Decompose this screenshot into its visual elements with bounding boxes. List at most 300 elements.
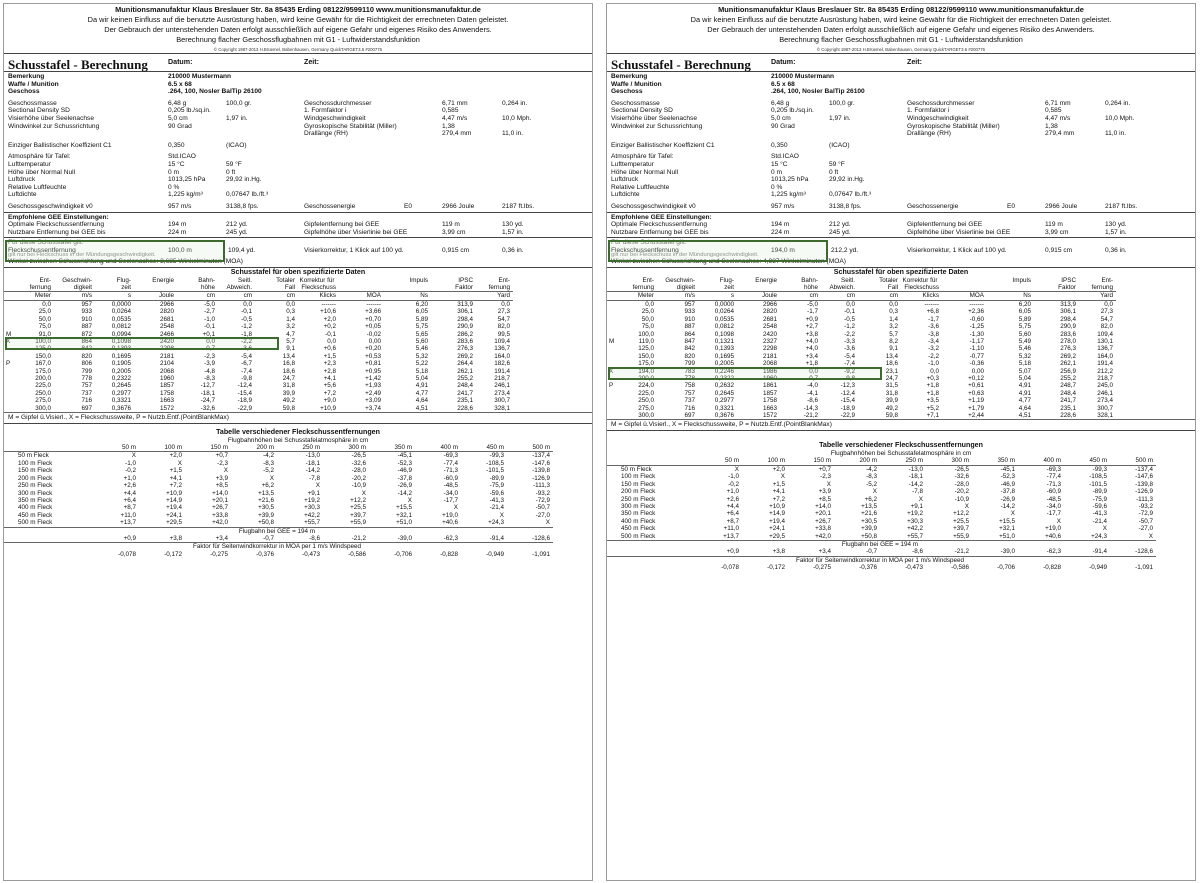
param-cell: 0,264 in. [1105, 99, 1131, 107]
table-cell: 0,0 [42, 300, 51, 308]
table-cell: -4,2 [866, 465, 877, 473]
param-row [4, 115, 592, 123]
table-cell: -21,2 [803, 411, 818, 419]
table-cell: 228,6 [1060, 411, 1076, 419]
table-cell: -60,9 [1046, 488, 1061, 496]
table-cell: 75,0 [38, 323, 51, 331]
param-cell: 1. Formfaktor i [907, 107, 950, 115]
table-cell: 0,3321 [111, 397, 131, 405]
zero-table-title: Tabelle verschiedener Fleckschussentfernungen [216, 427, 380, 436]
table-cell: +42,0 [212, 519, 228, 527]
table-cell: 6,20 [1018, 300, 1031, 308]
table-cell: +29,5 [166, 519, 182, 527]
table-cell: +3,8 [805, 330, 818, 338]
table-cell: -75,9 [489, 482, 504, 490]
table-cell: -0,275 [813, 564, 831, 572]
ident-label: Bemerkung [611, 73, 648, 80]
table-cell: 716 [81, 397, 92, 405]
table-cell: 2104 [159, 360, 174, 368]
disclaimer-line: Der Gebrauch der untenstehenden Daten erfolgt ausschließlich auf eigene Gefahr und eigenes Risiko des Anwenders. [104, 25, 492, 34]
atmosphere-cell: 1,225 kg/m³ [771, 191, 806, 199]
table-legend: M = Gipfel ü.Visierl., X = Fleckschussweite, P = Nutzb.Entf.(PointBlankMax) [611, 421, 832, 429]
table-cell: 290,9 [1060, 323, 1076, 331]
table-row [607, 300, 1116, 308]
table-cell: 2548 [762, 323, 777, 331]
table-cell: +26,7 [212, 504, 228, 512]
table-cell: -0,473 [905, 564, 923, 572]
unit-cell: cm [218, 292, 255, 300]
table-cell: 864 [81, 337, 92, 345]
table-cell: +6,8 [926, 308, 939, 316]
table-cell: -89,9 [1092, 488, 1107, 496]
header-cell: Energie [152, 277, 174, 285]
header-cell: Faktor [455, 284, 473, 292]
table-cell: 276,3 [457, 345, 473, 353]
table-cell: -18,9 [840, 404, 855, 412]
table-cell [607, 308, 620, 315]
table-cell: -13,0 [305, 452, 320, 460]
param-cell: Geschossdurchmesser [304, 99, 372, 107]
table-cell: 872 [81, 330, 92, 338]
table-cell: +2,49 [365, 389, 381, 397]
table-cell: 5,75 [1018, 323, 1031, 331]
atmosphere-row [607, 169, 1195, 177]
unit-cell [4, 292, 17, 300]
table-cell: 887 [684, 323, 695, 331]
table-cell: 957 [684, 300, 695, 308]
unit-cell: cm [821, 292, 858, 300]
atmosphere-cell: Atmosphäre für Tafel: [8, 153, 71, 161]
table-cell: -69,3 [1046, 465, 1061, 473]
table-cell: +6,2 [864, 495, 877, 503]
table-cell: 500 m Fleck [18, 519, 53, 527]
unit-cell: cm [177, 292, 218, 300]
ident-value: 6.5 x 68 [771, 80, 795, 88]
table-cell: -1,2 [241, 323, 252, 331]
unit-cell [431, 292, 476, 300]
ident-label: Geschoss [611, 88, 643, 96]
table-cell: 1986 [762, 367, 777, 375]
table-cell: 0,00 [368, 337, 381, 345]
v0-row [607, 203, 1195, 211]
table-cell: +0,95 [365, 367, 381, 375]
table-cell: -1,7 [928, 315, 939, 323]
table-cell: M [6, 330, 12, 338]
table-cell: 806 [81, 360, 92, 368]
param-row [607, 123, 1195, 131]
bc-cell: (ICAO) [829, 141, 850, 149]
table-cell: 6,20 [415, 300, 428, 308]
ident-row [607, 88, 1195, 96]
param-cell: 11,0 in. [502, 130, 524, 138]
v0-cell: 957 m/s [168, 202, 192, 210]
table-cell: -9,8 [844, 374, 855, 382]
table-cell: 246,1 [494, 382, 510, 390]
table-cell: +3,5 [926, 397, 939, 405]
v0-cell: 2187 ft.lbs. [1105, 202, 1138, 210]
table-cell: 0,0812 [111, 323, 131, 331]
table-cell: -111,3 [533, 482, 550, 490]
table-cell: +0,7 [818, 465, 831, 473]
zero-distance-table [4, 444, 553, 558]
ident-label: Waffe / Munition [611, 80, 662, 88]
table-cell: 225,0 [638, 389, 654, 397]
table-cell: 350 m Fleck [18, 496, 53, 504]
parameter-section [607, 71, 1195, 212]
param-cell: Windwinkel zur Schussrichtung [8, 122, 100, 130]
zero-cell: 0,36 in. [502, 246, 524, 254]
disclaimer-line: Da wir keinen Einfluss auf die benutzte Ausrüstung haben, wird keine Gewähr für die Richtigkeit der errechneten Daten geleistet. [87, 15, 509, 24]
table-cell: -3,4 [928, 337, 939, 345]
bc-cell: 0,350 [168, 141, 185, 149]
table-cell: +2,44 [968, 411, 984, 419]
table-row [4, 551, 553, 558]
table-cell: -12,4 [237, 382, 252, 390]
table-cell: -2,3 [820, 473, 831, 481]
table-cell: 820 [684, 352, 695, 360]
table-cell: 2966 [762, 300, 777, 308]
table-cell: -15,4 [237, 389, 252, 397]
table-cell: 0,1098 [111, 337, 131, 345]
table-cell: 5,7 [889, 330, 898, 338]
table-cell: 5,32 [1018, 352, 1031, 360]
param-cell: Geschossdurchmesser [907, 99, 975, 107]
table-row [4, 519, 553, 527]
table-cell: -6,7 [241, 360, 252, 368]
table-cell: 200,0 [35, 374, 51, 382]
zero-cell: 0,36 in. [1105, 246, 1127, 254]
table-cell: 306,1 [1060, 308, 1076, 316]
header-cell [942, 284, 987, 292]
table-cell: -1,7 [807, 308, 818, 316]
table-cell: -0,7 [866, 548, 877, 556]
table-cell: -28,0 [351, 467, 366, 475]
table-cell: -21,2 [954, 548, 969, 556]
time-label: Zeit: [304, 58, 319, 66]
table-cell: 2181 [159, 352, 174, 360]
table-cell: X [964, 502, 969, 510]
table-cell: 175,0 [35, 367, 51, 375]
table-cell: -1,0 [728, 473, 739, 481]
param-row [607, 130, 1195, 138]
table-cell: -52,3 [1000, 473, 1015, 481]
header-cell: 350 m [369, 444, 415, 452]
table-cell: -0,1 [204, 323, 215, 331]
header-cell: Geschwin- [665, 277, 695, 285]
table-cell: -26,9 [1000, 495, 1015, 503]
param-cell: 0,585 [442, 107, 459, 115]
table-cell: 175,0 [638, 360, 654, 368]
table-cell: -3,2 [928, 345, 939, 353]
atmosphere-cell: 59 °F [829, 160, 845, 168]
header-cell: 300 m [323, 444, 369, 452]
table-cell: -0,02 [366, 330, 381, 338]
table-cell: -20,2 [351, 474, 366, 482]
param-cell: 6,71 mm [442, 99, 468, 107]
atmosphere-cell: Höhe über Normal Null [8, 168, 76, 176]
table-cell: 1,4 [889, 315, 898, 323]
table-cell: 2298 [762, 345, 777, 353]
table-row [607, 525, 1156, 532]
table-cell: 298,4 [1060, 315, 1076, 323]
table-cell: 5,18 [1018, 360, 1031, 368]
unit-cell: m/s [657, 292, 698, 300]
table-cell: 5,07 [1018, 367, 1031, 375]
param-cell: 0,264 in. [502, 99, 528, 107]
left-sheet [3, 3, 593, 881]
table-cell: +15,5 [999, 517, 1015, 525]
zero-distance-section [4, 423, 592, 559]
table-cell: +14,0 [212, 489, 228, 497]
table-cell: -21,4 [489, 504, 504, 512]
table-cell: 290,9 [457, 323, 473, 331]
header-cell: Bahn- [198, 277, 215, 285]
table-cell: -126,9 [1135, 488, 1153, 496]
table-cell: -139,8 [1135, 480, 1153, 488]
header-cell: Fall [284, 284, 295, 292]
table-cell: 0,0 [206, 337, 215, 345]
table-cell: 50 m Fleck [621, 465, 652, 473]
gee-cell: 194 m [771, 221, 790, 229]
atmosphere-cell: 0,07647 lb./ft.³ [829, 191, 872, 199]
param-cell: 1,97 in. [829, 114, 851, 122]
header-cell: Ent- [1101, 277, 1113, 285]
table-row [607, 473, 1156, 480]
table-cell: 350 m Fleck [621, 510, 656, 518]
table-row [607, 323, 1116, 330]
table-cell: 191,4 [494, 367, 510, 375]
header-cell [134, 284, 177, 292]
header-cell: 400 m [415, 444, 461, 452]
table-cell: +5,6 [323, 382, 336, 390]
table-cell: +2,0 [323, 315, 336, 323]
table-cell: 269,2 [457, 352, 473, 360]
table-cell: -37,8 [397, 474, 412, 482]
table-row [607, 390, 1116, 397]
table-cell: -0,078 [721, 564, 739, 572]
table-cell: +1,8 [926, 389, 939, 397]
units-row [4, 292, 513, 300]
table-cell: 24,7 [885, 374, 898, 382]
table-cell [607, 390, 620, 397]
header-cell [384, 284, 431, 292]
table-row [4, 345, 513, 352]
table-cell: 737 [684, 397, 695, 405]
table-cell: +0,2 [323, 323, 336, 331]
table-cell: -45,1 [1000, 465, 1015, 473]
table-cell: -0,078 [118, 550, 136, 558]
v0-cell: Geschossenergie [907, 202, 959, 210]
table-cell: ------- [321, 300, 336, 308]
atmosphere-row [4, 161, 592, 169]
table-cell: -39,0 [397, 534, 412, 542]
unit-cell: Klicks [298, 292, 339, 300]
table-cell: 200 m Fleck [621, 488, 656, 496]
table-cell: +3,09 [365, 397, 381, 405]
table-cell: -62,3 [1046, 548, 1061, 556]
table-cell: -7,8 [912, 488, 923, 496]
table-cell: 0,0 [809, 367, 818, 375]
table-cell: 2420 [159, 337, 174, 345]
table-cell: -7,4 [844, 360, 855, 368]
trajectory-section [607, 267, 1195, 430]
table-cell: 0,3 [889, 308, 898, 316]
table-cell: +5,2 [926, 404, 939, 412]
header-cell: fernung [488, 284, 510, 292]
table-row [607, 405, 1116, 412]
table-cell: +0,20 [365, 345, 381, 353]
atmosphere-cell: 0,07647 lb./ft.³ [226, 191, 269, 199]
atmosphere-row [607, 184, 1195, 192]
gee-cell: 245 yd. [829, 228, 851, 236]
table-cell: 0,0994 [111, 330, 131, 338]
table-cell: 27,3 [497, 308, 510, 316]
table-cell: 864 [684, 330, 695, 338]
header-cell: höhe [200, 284, 215, 292]
header-cell [607, 277, 620, 284]
header-cell: Geschwin- [62, 277, 92, 285]
v0-cell: Geschossgeschwindigkeit v0 [611, 202, 696, 210]
table-cell: X [1102, 525, 1107, 533]
gee-cell: 224 m [168, 228, 187, 236]
table-cell: +10,6 [320, 308, 336, 316]
table-cell: 278,0 [1060, 337, 1076, 345]
atmosphere-row [4, 176, 592, 184]
table-cell: 300,7 [1097, 404, 1113, 412]
ident-label: Waffe / Munition [8, 80, 59, 88]
table-cell: 59,8 [885, 411, 898, 419]
gee-cell: 3,99 cm [442, 228, 466, 236]
letterhead [4, 5, 592, 53]
header-cell: Fleckschuss [904, 284, 939, 292]
table-cell: 0,0 [286, 300, 295, 308]
table-row [607, 496, 1156, 503]
table-cell: X [609, 367, 614, 375]
table-cell: 820 [81, 352, 92, 360]
table-cell: +33,8 [815, 525, 831, 533]
angle-line: Winkel zwischen Schussrichtung und Seelenachse: 3,685 Winkelminuten (MOA) [8, 258, 243, 266]
table-cell: 4,77 [415, 389, 428, 397]
table-cell: 697 [81, 404, 92, 412]
table-cell: 241,7 [1060, 397, 1076, 405]
header-cell: IPSC [1061, 277, 1076, 285]
table-cell: +0,05 [365, 323, 381, 331]
table-cell: -108,5 [1089, 473, 1107, 481]
header-cell: Energie [755, 277, 777, 285]
unit-cell: s [698, 292, 737, 300]
zero-distance-table [607, 457, 1156, 571]
table-cell: ------- [969, 300, 984, 308]
table-cell: X [453, 504, 458, 512]
table-cell: +19,2 [304, 496, 320, 504]
table-row [607, 518, 1156, 525]
copyright-line: © Copyright 1987-2013 H.Brüemel, Babenhausen, Germany QuickTARGET3.6 #200776 [816, 47, 986, 52]
header-cell: 450 m [1064, 457, 1110, 465]
table-cell: +19,0 [1045, 525, 1061, 533]
table-cell: 191,4 [1097, 360, 1113, 368]
table-cell: -17,7 [1046, 510, 1061, 518]
table-row [4, 331, 513, 338]
table-row [607, 368, 1116, 375]
gee-cell: Optimale Fleckschussentfernung [8, 221, 105, 229]
table-cell: +8,7 [123, 504, 136, 512]
param-cell: 279,4 mm [442, 130, 472, 138]
atmosphere-cell: Std.ICAO [168, 153, 196, 161]
gee-cell: 1,57 in. [1105, 228, 1127, 236]
gee-cell: 212 yd. [226, 221, 248, 229]
disclaimer-line: Der Gebrauch der untenstehenden Daten erfolgt ausschließlich auf eigene Gefahr und eigenes Risiko des Anwenders. [707, 25, 1095, 34]
table-cell: -27,0 [1138, 525, 1153, 533]
table-row [607, 481, 1156, 488]
table-cell: 25,0 [38, 308, 51, 316]
table-cell: 0,0 [243, 300, 252, 308]
table-cell [4, 323, 17, 330]
table-row [607, 397, 1116, 404]
param-cell: 5,0 cm [168, 114, 188, 122]
table-cell: 0,0 [1104, 300, 1113, 308]
table-cell: -0,706 [997, 564, 1015, 572]
header-cell [987, 284, 1034, 292]
table-row [4, 300, 513, 308]
table-row [4, 368, 513, 375]
table-cell: 5,89 [1018, 315, 1031, 323]
param-row [607, 100, 1195, 108]
table-cell: X [918, 495, 923, 503]
atmosphere-cell: 15 °C [168, 160, 185, 168]
table-cell: -71,3 [1046, 480, 1061, 488]
bc-cell: Einziger Ballistischer Koeffizient C1 [8, 141, 112, 149]
table-cell: 225,0 [35, 382, 51, 390]
table-header-row [607, 457, 1156, 465]
table-cell: +39,9 [861, 525, 877, 533]
table-row [4, 452, 553, 460]
table-cell: 4,7 [286, 330, 295, 338]
table-cell: 18,6 [885, 360, 898, 368]
atmosphere-cell: Luftdichte [8, 191, 37, 199]
table-row [607, 533, 1156, 541]
table-cell: -50,7 [1138, 517, 1153, 525]
header-cell: Totaler [276, 277, 295, 285]
table-cell: -91,4 [489, 534, 504, 542]
table-cell: -99,3 [489, 452, 504, 460]
header-cell: fernung [1091, 284, 1113, 292]
v0-cell: 2187 ft.lbs. [502, 202, 535, 210]
table-cell: 3,2 [889, 323, 898, 331]
table-cell: -3,8 [928, 330, 939, 338]
gee-row [4, 221, 592, 229]
table-cell [4, 345, 17, 352]
table-cell: 0,3676 [111, 404, 131, 412]
table-cell: -77,4 [443, 459, 458, 467]
table-row [4, 405, 513, 412]
table-cell: +21,6 [861, 510, 877, 518]
table-cell [607, 375, 620, 382]
table-cell: -126,9 [532, 474, 550, 482]
table-cell: -0,586 [348, 550, 366, 558]
table-cell: +42,0 [815, 532, 831, 540]
table-cell: +19,4 [769, 517, 785, 525]
table-cell: 194,0 [638, 367, 654, 375]
ident-label: Bemerkung [8, 73, 45, 80]
table-cell: 5,60 [1018, 330, 1031, 338]
table-cell: -59,6 [489, 489, 504, 497]
table-cell: +0,61 [968, 382, 984, 390]
v0-cell: Geschossgeschwindigkeit v0 [8, 202, 93, 210]
table-cell: -7,4 [241, 367, 252, 375]
table-header-row [4, 284, 513, 292]
header-cell: 200 m [231, 444, 277, 452]
header-cell: Seitl. [841, 277, 855, 285]
